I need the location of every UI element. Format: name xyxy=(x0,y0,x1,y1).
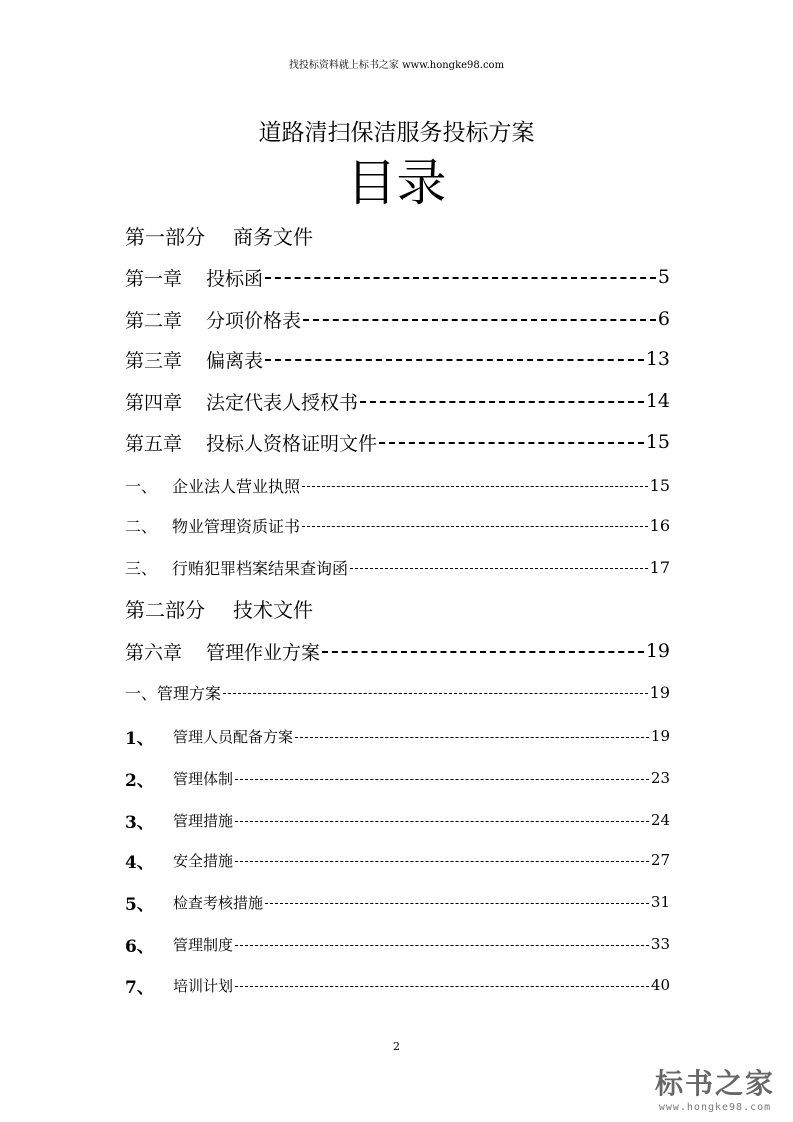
toc-page-number: 16 xyxy=(649,515,670,535)
toc-chapter-label: 分项价格表 xyxy=(206,309,302,332)
toc-item-3[interactable] xyxy=(125,804,670,836)
toc-page-number: 33 xyxy=(650,935,670,953)
toc-leader xyxy=(223,693,648,694)
toc-item-label: 管理体制 xyxy=(173,769,234,788)
toc-item-number: 4、 xyxy=(125,852,154,873)
toc-leader xyxy=(265,359,644,361)
toc-chapter-number: 第四章 xyxy=(125,391,183,414)
toc-part-1 xyxy=(125,219,670,251)
toc-page-number: 23 xyxy=(650,769,670,787)
toc-page-number: 27 xyxy=(650,851,670,869)
toc-leader xyxy=(379,442,644,444)
toc-page-number: 19 xyxy=(650,727,670,745)
toc-leader xyxy=(265,903,649,904)
document-title: 道路清扫保洁服务投标方案 xyxy=(258,120,535,146)
toc-chapter-5[interactable] xyxy=(125,426,670,458)
toc-page-number: 17 xyxy=(649,557,670,577)
toc-chapter-number: 第一章 xyxy=(125,267,183,290)
toc-leader xyxy=(295,737,649,738)
toc-chapter-6[interactable] xyxy=(125,635,670,667)
toc-section-number: 一、 xyxy=(125,476,158,496)
page-header: 找投标资料就上标书之家 www.hongke98.com xyxy=(288,60,505,71)
toc-item-number: 3、 xyxy=(125,812,154,833)
toc-chapter-4[interactable] xyxy=(125,385,670,417)
toc-page-number: 5 xyxy=(657,266,670,288)
toc-page-number: 13 xyxy=(645,348,670,370)
toc-leader xyxy=(235,861,649,862)
toc-section-label: 行贿犯罪档案结果查询函 xyxy=(172,558,349,578)
toc-item-label: 管理制度 xyxy=(173,935,234,954)
toc-item-5[interactable] xyxy=(125,886,670,918)
toc-leader xyxy=(235,821,649,822)
watermark-logo xyxy=(640,1062,790,1118)
toc-page-number: 40 xyxy=(650,976,670,994)
toc-leader xyxy=(360,401,644,403)
toc-chapter-number: 第二章 xyxy=(125,309,183,332)
toc-chapter-label: 偏离表 xyxy=(206,349,264,372)
toc-page-number: 19 xyxy=(649,682,670,702)
toc-leader xyxy=(303,319,656,321)
toc-item-1[interactable] xyxy=(125,720,670,752)
watermark-brand: 标书之家 xyxy=(654,1067,775,1100)
toc-chapter-2[interactable] xyxy=(125,303,670,335)
toc-section-number: 三、 xyxy=(125,558,158,578)
toc-part-label: 商务文件 xyxy=(233,224,313,249)
toc-page-number: 14 xyxy=(645,390,670,412)
toc-chapter-number: 第六章 xyxy=(125,641,183,664)
toc-leader xyxy=(235,986,649,987)
toc-chapter-1[interactable] xyxy=(125,261,670,293)
toc-page-number: 19 xyxy=(645,640,670,662)
toc-part-label: 技术文件 xyxy=(233,597,313,622)
toc-chapter-3[interactable] xyxy=(125,343,670,375)
toc-page-number: 15 xyxy=(645,431,670,453)
toc-section-label: 企业法人营业执照 xyxy=(172,476,301,496)
toc-leader xyxy=(322,651,644,653)
watermark-url: www.hongke98.com xyxy=(658,1102,772,1113)
toc-page-number: 24 xyxy=(650,811,670,829)
toc-item-label: 培训计划 xyxy=(173,976,234,995)
toc-section-number: 二、 xyxy=(125,516,158,536)
toc-item-label: 管理措施 xyxy=(173,811,234,830)
toc-item-number: 2、 xyxy=(125,770,154,791)
toc-item-2[interactable] xyxy=(125,762,670,794)
toc-item-label: 安全措施 xyxy=(173,851,234,870)
toc-item-6[interactable] xyxy=(125,928,670,960)
toc-part-number: 第二部分 xyxy=(125,597,205,622)
toc-subsection-label: 一、管理方案 xyxy=(125,683,222,703)
toc-item-7[interactable] xyxy=(125,969,670,1001)
toc-item-label: 检查考核措施 xyxy=(173,893,264,912)
toc-part-2 xyxy=(125,592,670,624)
toc-chapter-label: 法定代表人授权书 xyxy=(206,391,359,414)
toc-item-number: 5、 xyxy=(125,894,154,915)
toc-item-number: 1、 xyxy=(125,728,154,749)
toc-section-3[interactable] xyxy=(125,551,670,583)
toc-chapter-label: 投标函 xyxy=(206,267,264,290)
toc-heading: 目录 xyxy=(346,154,447,212)
toc-item-number: 7、 xyxy=(125,977,154,998)
toc-page-number: 15 xyxy=(649,475,670,495)
toc-chapter-label: 投标人资格证明文件 xyxy=(206,432,378,455)
toc-chapter-number: 第五章 xyxy=(125,432,183,455)
toc-section-1[interactable] xyxy=(125,469,670,501)
toc-leader xyxy=(235,779,649,780)
toc-leader xyxy=(235,945,649,946)
toc-item-label: 管理人员配备方案 xyxy=(173,727,294,746)
toc-page-number: 31 xyxy=(650,893,670,911)
toc-section-label: 物业管理资质证书 xyxy=(172,516,301,536)
toc-leader xyxy=(350,568,648,569)
toc-leader xyxy=(302,526,648,527)
toc-chapter-number: 第三章 xyxy=(125,349,183,372)
toc-leader xyxy=(265,277,656,279)
toc-subsection-1[interactable] xyxy=(125,676,670,708)
toc-chapter-label: 管理作业方案 xyxy=(206,641,321,664)
page-number: 2 xyxy=(393,1040,400,1053)
toc-page-number: 6 xyxy=(657,308,670,330)
toc-part-number: 第一部分 xyxy=(125,224,205,249)
toc-section-2[interactable] xyxy=(125,509,670,541)
toc-item-number: 6、 xyxy=(125,936,154,957)
toc-leader xyxy=(302,486,648,487)
toc-item-4[interactable] xyxy=(125,844,670,876)
